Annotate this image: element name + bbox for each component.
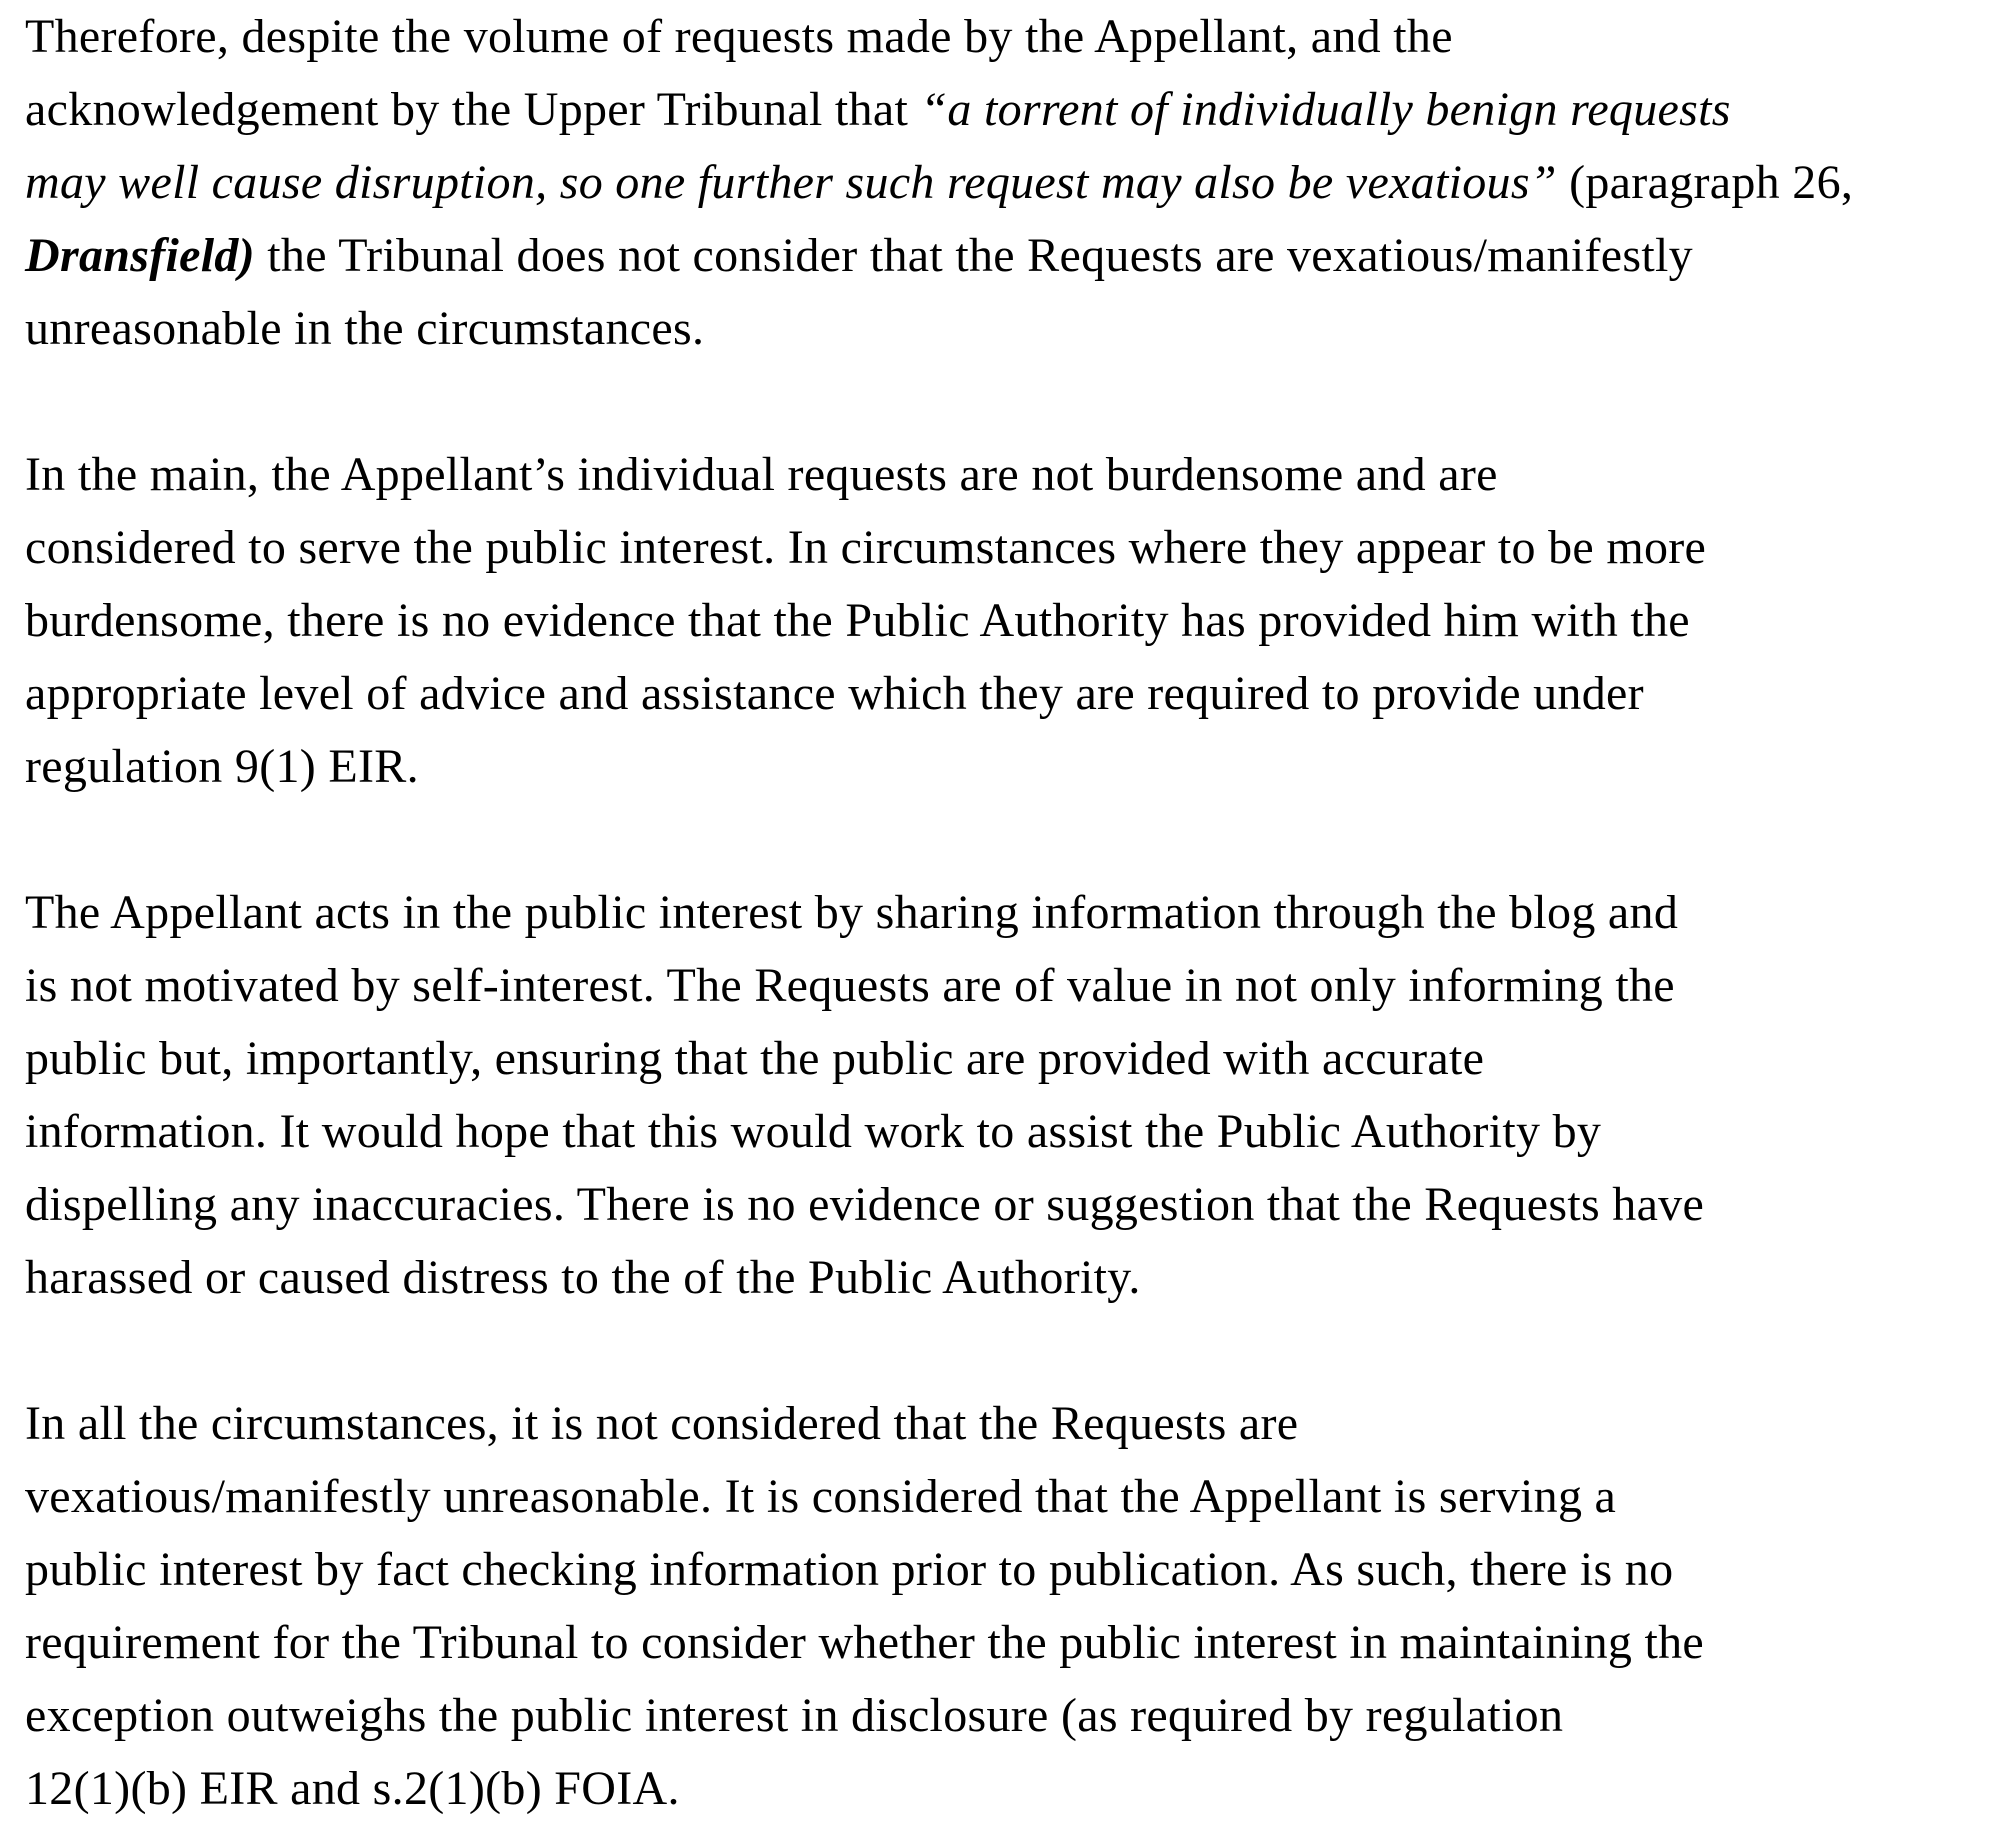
paragraph (25, 438, 1980, 803)
text-segment: is not motivated by self-interest. The Requests are of value in not only informing the (25, 959, 1675, 1012)
text-segment: In the main, the Appellant’s individual requests are not burdensome and are (25, 448, 1498, 501)
text-line (25, 584, 1980, 657)
text-line (25, 1606, 1980, 1679)
text-segment: exception outweighs the public interest in disclosure (as required by regulation (25, 1689, 1564, 1742)
text-segment: public but, importantly, ensuring that the public are provided with accurate (25, 1032, 1485, 1085)
text-line (25, 1460, 1980, 1533)
text-segment: requirement for the Tribunal to consider whether the public interest in maintaining the (25, 1616, 1705, 1669)
text-segment: The Appellant acts in the public interest by sharing information through the blog and (25, 886, 1679, 939)
text-segment: 12(1)(b) EIR and s.2(1)(b) FOIA. (25, 1762, 680, 1815)
text-line (25, 73, 1980, 146)
paragraph (25, 0, 1980, 365)
text-segment: burdensome, there is no evidence that the Public Authority has provided him with the (25, 594, 1690, 647)
paragraph (25, 1387, 1980, 1825)
text-line (25, 657, 1980, 730)
text-line (25, 1022, 1980, 1095)
text-line (25, 292, 1980, 365)
text-segment: regulation 9(1) EIR. (25, 740, 419, 793)
text-line (25, 1387, 1980, 1460)
paragraph (25, 876, 1980, 1314)
text-line (25, 949, 1980, 1022)
text-segment: Dransfield) (25, 229, 255, 282)
text-segment: In all the circumstances, it is not considered that the Requests are (25, 1397, 1299, 1450)
text-segment: (paragraph 26, (1556, 156, 1854, 209)
text-segment: public interest by fact checking information prior to publication. As such, there is no (25, 1543, 1674, 1596)
text-line (25, 511, 1980, 584)
text-segment: harassed or caused distress to the of the Public Authority. (25, 1251, 1141, 1304)
text-line (25, 1533, 1980, 1606)
text-line (25, 1168, 1980, 1241)
text-line (25, 1241, 1980, 1314)
document-body (25, 0, 1980, 1825)
text-segment: information. It would hope that this would work to assist the Public Authority by (25, 1105, 1602, 1158)
text-segment: may well cause disruption, so one further such request may also be vexatious” (25, 156, 1557, 209)
text-segment: vexatious/manifestly unreasonable. It is considered that the Appellant is serving a (25, 1470, 1617, 1523)
text-segment: unreasonable in the circumstances. (25, 302, 705, 355)
text-segment: appropriate level of advice and assistance which they are required to provide under (25, 667, 1644, 720)
text-segment: acknowledgement by the Upper Tribunal that (25, 83, 921, 136)
text-line (25, 1095, 1980, 1168)
text-line (25, 219, 1980, 292)
text-segment: the Tribunal does not consider that the Requests are vexatious/manifestly (254, 229, 1693, 282)
text-line (25, 1679, 1980, 1752)
text-line (25, 438, 1980, 511)
text-line (25, 876, 1980, 949)
text-segment: “a torrent of individually benign requests (920, 83, 1731, 136)
text-line (25, 146, 1980, 219)
text-segment: dispelling any inaccuracies. There is no evidence or suggestion that the Requests have (25, 1178, 1705, 1231)
text-segment: Therefore, despite the volume of requests made by the Appellant, and the (25, 10, 1453, 63)
text-line (25, 0, 1980, 73)
text-segment: considered to serve the public interest. In circumstances where they appear to be more (25, 521, 1707, 574)
text-line (25, 730, 1980, 803)
text-line (25, 1752, 1980, 1825)
